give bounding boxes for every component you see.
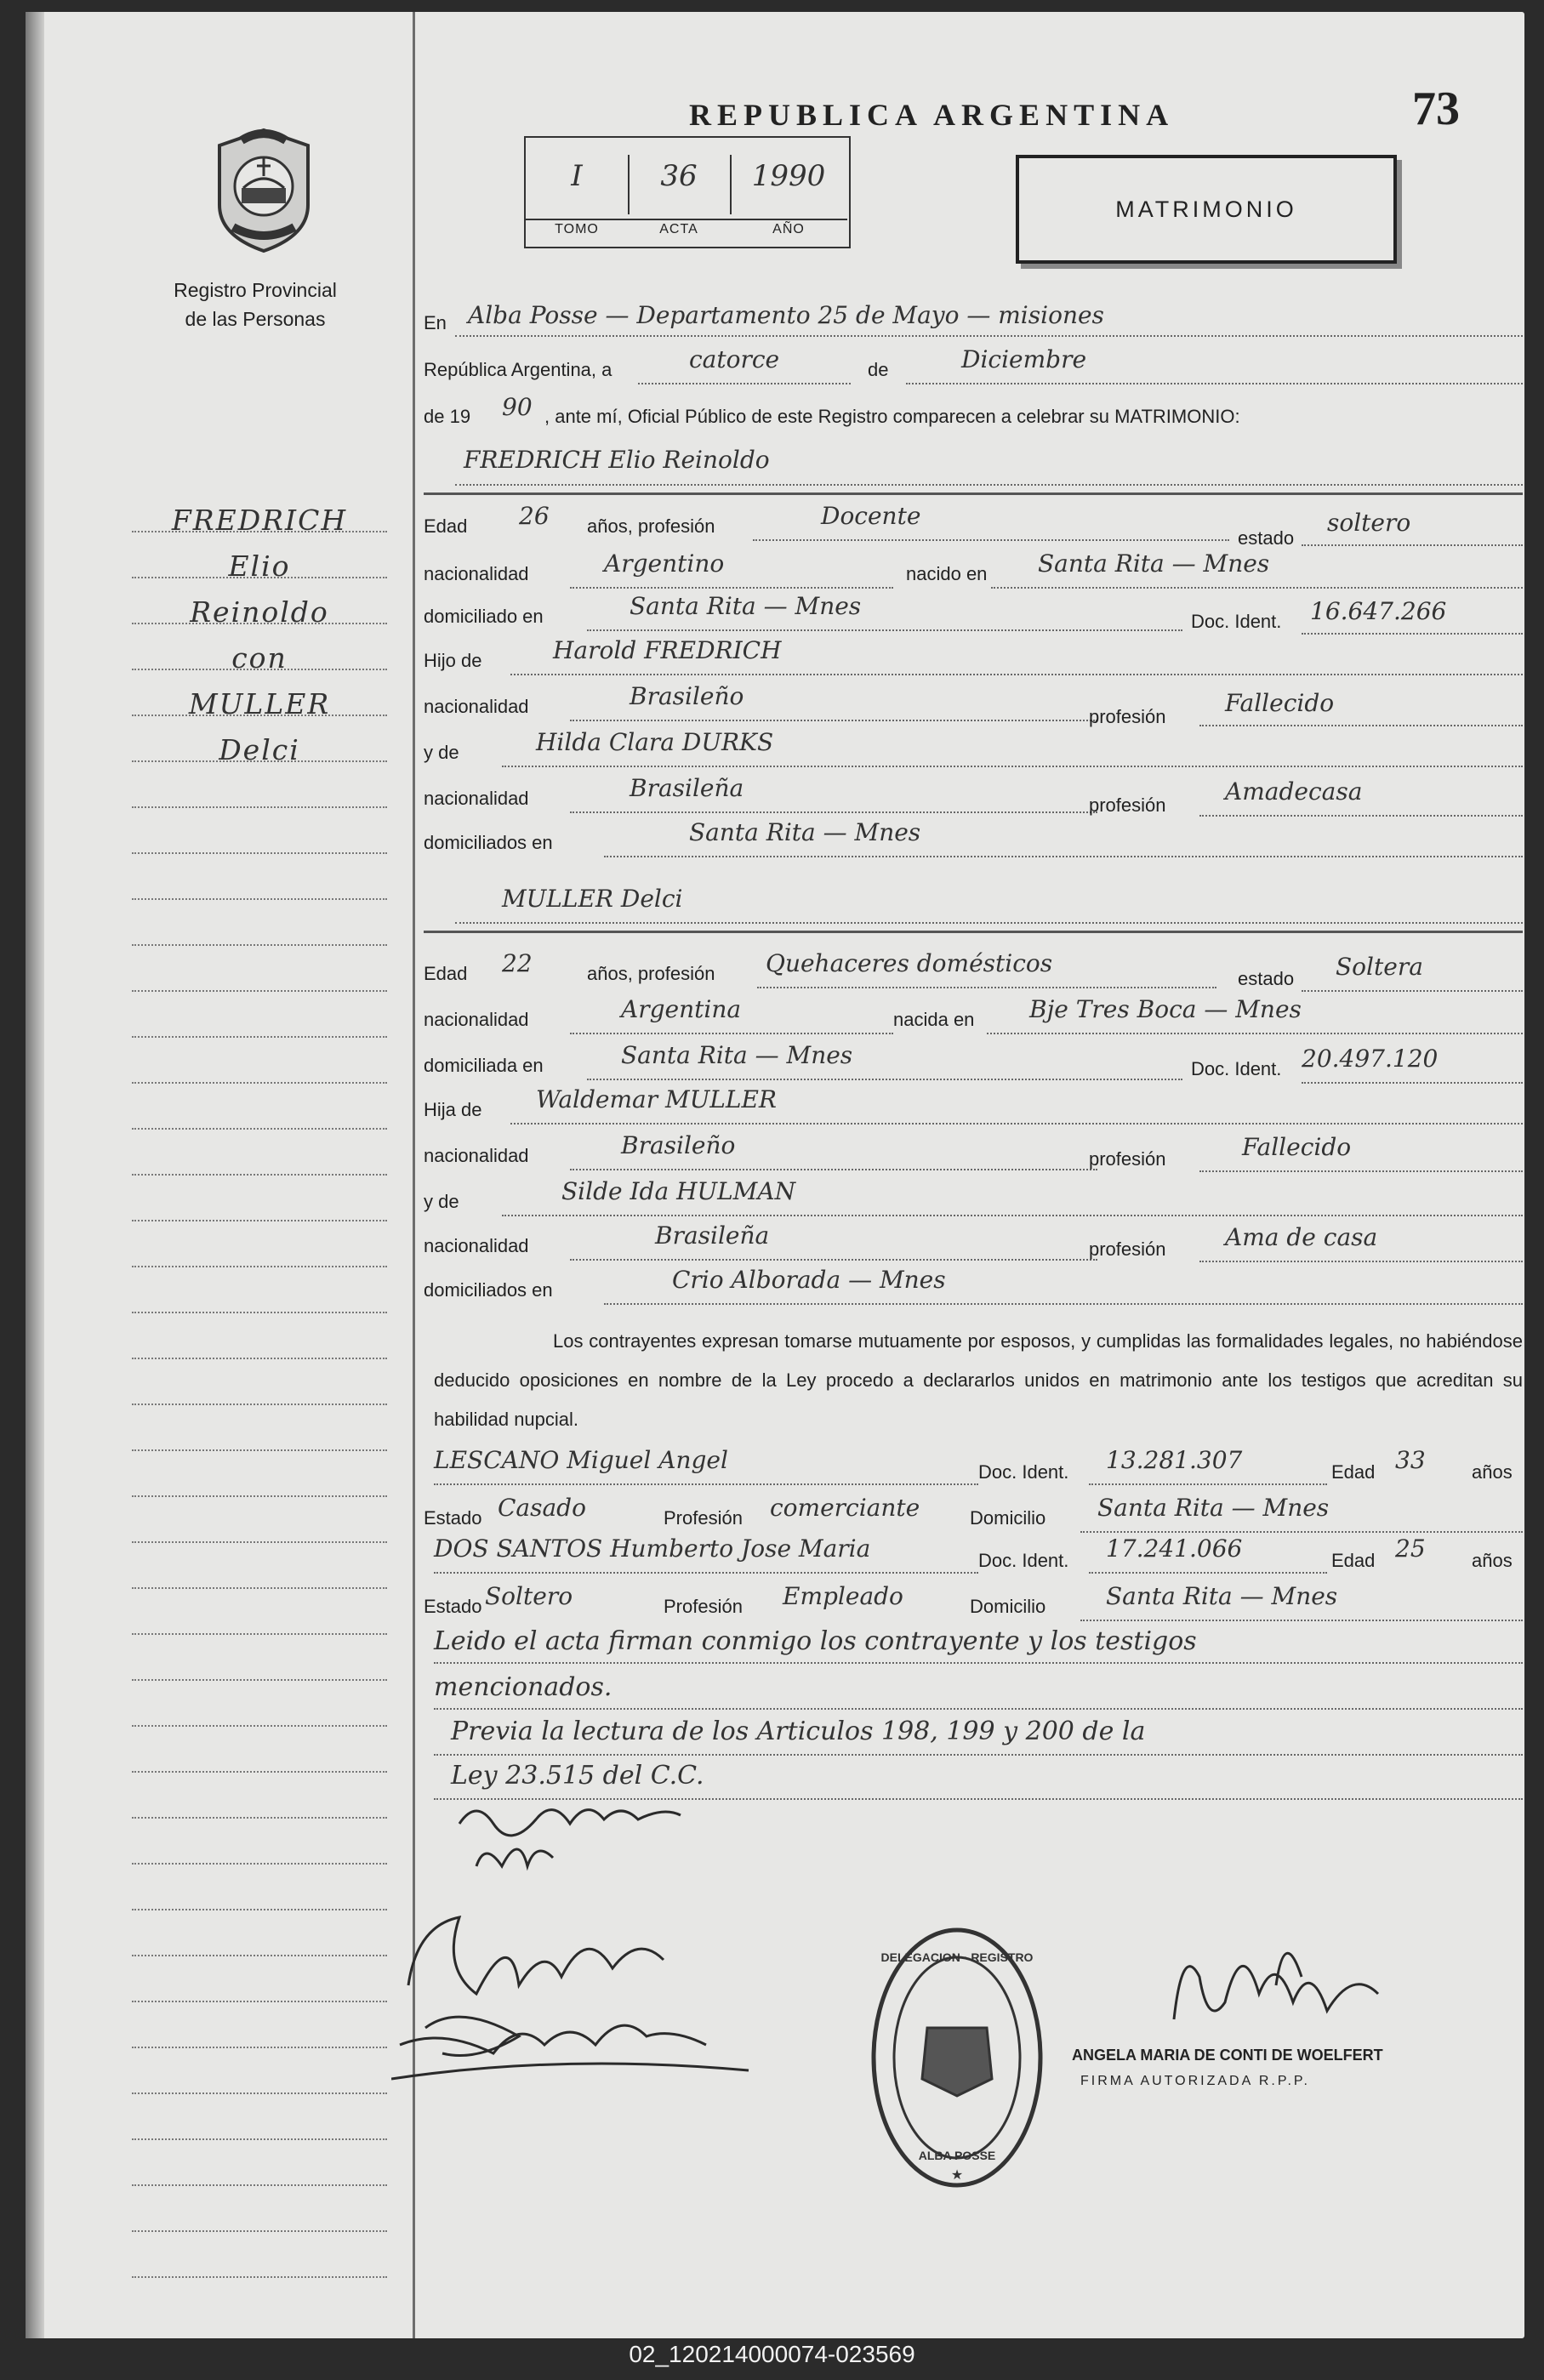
year-suffix-value: 90 bbox=[502, 393, 533, 421]
fill-line bbox=[510, 1123, 1523, 1125]
bride-madre-value: Silde Ida HULMAN bbox=[561, 1177, 796, 1205]
margin-ruled-line bbox=[132, 1174, 387, 1176]
doc-label: Doc. Ident. bbox=[978, 1550, 1069, 1571]
acta-label: ACTA bbox=[628, 219, 730, 237]
groom-madre-nac-value: Brasileña bbox=[630, 774, 744, 802]
margin-ruled-line bbox=[132, 2138, 387, 2140]
profesion-label: años, profesión bbox=[587, 963, 715, 984]
official-seal-icon bbox=[874, 1930, 1040, 2185]
bride-doc-value: 20.497.120 bbox=[1302, 1045, 1439, 1073]
margin-note-line: Delci bbox=[219, 733, 300, 766]
margin-note-line: MULLER bbox=[188, 687, 331, 720]
bride-padre-nac-value: Brasileño bbox=[621, 1131, 736, 1159]
margin-ruled-line bbox=[132, 1771, 387, 1773]
margin-ruled-line bbox=[132, 1633, 387, 1635]
bride-nacida-value: Bje Tres Boca — Mnes bbox=[1029, 995, 1302, 1023]
margin-ruled-line bbox=[132, 2092, 387, 2094]
fill-line bbox=[434, 1662, 1523, 1664]
anos-label: años bbox=[1472, 1461, 1513, 1483]
closing-line: mencionados. bbox=[434, 1672, 612, 1702]
groom-madre-prof-value: Amadecasa bbox=[1225, 777, 1363, 806]
en-label: En bbox=[424, 312, 447, 333]
fill-line bbox=[1089, 1483, 1327, 1485]
tomo-cell bbox=[526, 155, 630, 236]
official-signature-icon bbox=[1174, 1953, 1378, 2019]
fill-line bbox=[1199, 725, 1523, 726]
fill-line bbox=[1199, 1170, 1523, 1172]
act-type-box bbox=[1016, 155, 1397, 264]
margin-ruled-line bbox=[132, 852, 387, 854]
page-number: 73 bbox=[1412, 83, 1460, 135]
margin-ruled-line bbox=[132, 2184, 387, 2186]
svg-text:ALBA POSSE: ALBA POSSE bbox=[918, 2149, 996, 2162]
nacionalidad-label: nacionalidad bbox=[424, 563, 529, 584]
domicilio-label: domiciliado en bbox=[424, 606, 544, 627]
edad-label: Edad bbox=[424, 515, 468, 537]
fill-line bbox=[987, 1033, 1523, 1034]
margin-ruled-line bbox=[132, 1220, 387, 1221]
margin-ruled-line bbox=[132, 1909, 387, 1910]
margin-ruled-line bbox=[132, 2230, 387, 2232]
signatures-area bbox=[391, 1773, 1544, 2198]
profesion-label: Profesión bbox=[664, 1507, 743, 1529]
domicilio-label: Domicilio bbox=[970, 1507, 1046, 1529]
profesion-label: profesión bbox=[1089, 706, 1166, 727]
margin-ruled-line bbox=[132, 1679, 387, 1681]
acta-cell bbox=[628, 155, 732, 236]
profesion-label: profesión bbox=[1089, 1238, 1166, 1260]
margin-ruled-line bbox=[132, 531, 387, 532]
margin-ruled-line bbox=[132, 1036, 387, 1038]
bride-padres-dom-value: Crio Alborada — Mnes bbox=[672, 1266, 946, 1294]
margin-ruled-line bbox=[132, 1312, 387, 1313]
margin-ruled-line bbox=[132, 669, 387, 670]
groom-padre-nac-value: Brasileño bbox=[630, 682, 744, 710]
fill-line bbox=[757, 987, 1216, 988]
groom-nacionalidad-value: Argentino bbox=[604, 549, 725, 578]
fill-line bbox=[1080, 1531, 1523, 1533]
doc-label: Doc. Ident. bbox=[1191, 611, 1282, 632]
witness1-domicilio: Santa Rita — Mnes bbox=[1097, 1494, 1330, 1522]
estado-label: Estado bbox=[424, 1507, 482, 1529]
profesion-label: profesión bbox=[1089, 794, 1166, 816]
margin-ruled-line bbox=[132, 623, 387, 624]
margin-ruled-line bbox=[132, 715, 387, 716]
witness-signature-icon bbox=[391, 1917, 749, 2079]
margin-ruled-line bbox=[132, 760, 387, 762]
margin-ruled-line bbox=[132, 2047, 387, 2048]
witness2-domicilio: Santa Rita — Mnes bbox=[1106, 1582, 1338, 1610]
estado-label: estado bbox=[1238, 527, 1295, 549]
estado-label: estado bbox=[1238, 968, 1295, 989]
hijo-label: Hijo de bbox=[424, 650, 482, 671]
comparecen-text: , ante mí, Oficial Público de este Registro comparecen a celebrar su MATRIMONIO: bbox=[544, 406, 1240, 427]
fill-line bbox=[570, 811, 1097, 813]
bride-nacionalidad-value: Argentina bbox=[621, 995, 742, 1023]
margin-ruled-line bbox=[132, 1082, 387, 1084]
margin-ruled-line bbox=[132, 577, 387, 578]
official-name: ANGELA MARIA DE CONTI DE WOELFERT bbox=[1072, 2047, 1383, 2064]
margin-ruled-line bbox=[132, 1541, 387, 1543]
bride-profesion-value: Quehaceres domésticos bbox=[766, 949, 1053, 977]
bride-domicilio-value: Santa Rita — Mnes bbox=[621, 1041, 853, 1069]
witness2-profesion: Empleado bbox=[783, 1582, 903, 1610]
nacida-label: nacida en bbox=[893, 1009, 975, 1030]
margin-ruled-line bbox=[132, 1358, 387, 1359]
fill-line bbox=[587, 629, 1182, 631]
yde-label: y de bbox=[424, 1191, 459, 1212]
fill-line bbox=[906, 383, 1523, 384]
margin-ruled-line bbox=[132, 1817, 387, 1819]
fill-line bbox=[1080, 1620, 1523, 1621]
fill-line bbox=[1302, 544, 1523, 546]
witness2-estado: Soltero bbox=[485, 1582, 573, 1610]
year-prefix: de 19 bbox=[424, 406, 471, 427]
acta-value: 36 bbox=[660, 159, 698, 193]
day-value: catorce bbox=[689, 345, 780, 373]
closing-line: Ley 23.515 del C.C. bbox=[451, 1761, 704, 1791]
contrayente-signature-icon bbox=[459, 1810, 681, 1866]
fill-line bbox=[1199, 1261, 1523, 1262]
tomo-value: I bbox=[571, 159, 583, 193]
margin-ruled-line bbox=[132, 2001, 387, 2002]
formal-declaration: Los contrayentes expresan tomarse mutuamente por esposos, y cumplidas las formalidades legales, no habiéndose deducido oposiciones en nombre de la Ley procedo a declararlos unidos en matrimonio ante los testigos que acreditan su habilidad nupcial. bbox=[434, 1330, 1523, 1430]
nacido-label: nacido en bbox=[906, 563, 988, 584]
margin-ruled-line bbox=[132, 990, 387, 992]
margin-ruled-line bbox=[132, 1725, 387, 1727]
witness1-name: LESCANO Miguel Angel bbox=[434, 1446, 728, 1474]
fill-line bbox=[753, 539, 1229, 541]
groom-name-value: FREDRICH Elio Reinoldo bbox=[464, 446, 770, 474]
margin-note-line: FREDRICH bbox=[171, 504, 348, 537]
groom-doc-value: 16.647.266 bbox=[1310, 597, 1447, 625]
margin-ruled-line bbox=[132, 1404, 387, 1405]
bride-padre-prof-value: Fallecido bbox=[1242, 1133, 1352, 1161]
section-divider bbox=[424, 931, 1523, 933]
fill-line bbox=[587, 1079, 1182, 1080]
margin-note-line: Elio bbox=[228, 549, 291, 583]
fill-line bbox=[570, 1033, 893, 1034]
fill-line bbox=[502, 1215, 1523, 1216]
groom-profesion-value: Docente bbox=[821, 502, 921, 530]
edad-label: Edad bbox=[424, 963, 468, 984]
closing-line: Leido el acta firman conmigo los contrayente y los testigos bbox=[434, 1626, 1197, 1656]
act-type-label: MATRIMONIO bbox=[1115, 196, 1297, 222]
fill-line bbox=[1302, 633, 1523, 635]
official-title: FIRMA AUTORIZADA R.P.P. bbox=[1080, 2074, 1310, 2088]
margin-note-line: Reinoldo bbox=[190, 595, 329, 629]
margin-note-line: con bbox=[231, 641, 288, 675]
margin-ruled-line bbox=[132, 1495, 387, 1497]
fill-line bbox=[1089, 1572, 1327, 1574]
profesion-label: Profesión bbox=[664, 1596, 743, 1617]
fill-line bbox=[1302, 990, 1523, 992]
fill-line bbox=[455, 335, 1523, 337]
fill-line bbox=[455, 922, 1523, 924]
hija-label: Hija de bbox=[424, 1099, 482, 1120]
svg-text:★: ★ bbox=[950, 2168, 964, 2183]
witness1-profesion: comerciante bbox=[770, 1494, 920, 1522]
margin-ruled-line bbox=[132, 1128, 387, 1130]
margin-ruled-line bbox=[132, 1587, 387, 1589]
registry-label bbox=[153, 276, 357, 333]
fill-line bbox=[604, 856, 1523, 857]
witness1-doc: 13.281.307 bbox=[1106, 1446, 1243, 1474]
nacionalidad-label: nacionalidad bbox=[424, 1235, 529, 1256]
footer-id: 02_120214000074-023569 bbox=[629, 2341, 915, 2367]
republica-label: República Argentina, a bbox=[424, 359, 612, 380]
register-page bbox=[26, 12, 1524, 2338]
fill-line bbox=[570, 1259, 1097, 1261]
de-label: de bbox=[868, 359, 889, 380]
groom-padre-prof-value: Fallecido bbox=[1225, 689, 1335, 717]
groom-domicilio-value: Santa Rita — Mnes bbox=[630, 592, 862, 620]
groom-madre-value: Hilda Clara DURKS bbox=[536, 728, 774, 756]
misiones-emblem-icon bbox=[208, 127, 320, 254]
bride-edad-value: 22 bbox=[502, 949, 533, 977]
yde-label: y de bbox=[424, 742, 459, 763]
margin-ruled-line bbox=[132, 1955, 387, 1956]
nacionalidad-label: nacionalidad bbox=[424, 696, 529, 717]
registry-line-2: de las Personas bbox=[185, 308, 326, 330]
place-value: Alba Posse — Departamento 25 de Mayo — misiones bbox=[468, 301, 1104, 329]
ano-value: 1990 bbox=[751, 159, 826, 193]
doc-label: Doc. Ident. bbox=[978, 1461, 1069, 1483]
margin-ruled-line bbox=[132, 1266, 387, 1267]
profesion-label: años, profesión bbox=[587, 515, 715, 537]
section-divider bbox=[424, 493, 1523, 495]
edad-label: Edad bbox=[1331, 1550, 1376, 1571]
fill-line bbox=[434, 1708, 1523, 1710]
domiciliada-label: domiciliada en bbox=[424, 1055, 544, 1076]
margin-ruled-line bbox=[132, 1449, 387, 1451]
profesion-label: profesión bbox=[1089, 1148, 1166, 1170]
ano-cell bbox=[730, 155, 847, 236]
estado-label: Estado bbox=[424, 1596, 482, 1617]
fill-line bbox=[638, 383, 851, 384]
fill-line bbox=[604, 1303, 1523, 1305]
tomo-label: TOMO bbox=[526, 219, 628, 237]
margin-ruled-line bbox=[132, 944, 387, 946]
bride-padre-value: Waldemar MULLER bbox=[536, 1085, 777, 1113]
fill-line bbox=[434, 1754, 1523, 1756]
doc-label: Doc. Ident. bbox=[1191, 1058, 1282, 1079]
groom-edad-value: 26 bbox=[519, 502, 550, 530]
witness2-edad: 25 bbox=[1395, 1534, 1426, 1563]
fill-line bbox=[510, 674, 1523, 675]
nacionalidad-label: nacionalidad bbox=[424, 1145, 529, 1166]
ano-label: AÑO bbox=[730, 219, 847, 237]
domiciliados-label: domiciliados en bbox=[424, 1279, 553, 1301]
bride-name-value: MULLER Delci bbox=[502, 885, 683, 913]
margin-column bbox=[26, 12, 415, 2338]
bride-estado-value: Soltera bbox=[1336, 953, 1423, 981]
groom-nacido-value: Santa Rita — Mnes bbox=[1038, 549, 1270, 578]
fill-line bbox=[455, 484, 1523, 486]
witness1-estado: Casado bbox=[498, 1494, 586, 1522]
fill-line bbox=[1199, 815, 1523, 817]
header-title: REPUBLICA ARGENTINA bbox=[689, 98, 1175, 132]
fill-line bbox=[434, 1483, 978, 1485]
domicilio-label: Domicilio bbox=[970, 1596, 1046, 1617]
bride-madre-prof-value: Ama de casa bbox=[1225, 1223, 1378, 1251]
fill-line bbox=[570, 1169, 1097, 1170]
margin-ruled-line bbox=[132, 806, 387, 808]
witness2-name: DOS SANTOS Humberto Jose Maria bbox=[434, 1534, 871, 1563]
domiciliados-label: domiciliados en bbox=[424, 832, 553, 853]
groom-padres-dom-value: Santa Rita — Mnes bbox=[689, 818, 921, 846]
bride-madre-nac-value: Brasileña bbox=[655, 1221, 770, 1250]
binding-gutter bbox=[26, 12, 44, 2338]
margin-ruled-line bbox=[132, 1863, 387, 1865]
fill-line bbox=[1302, 1082, 1523, 1084]
fill-line bbox=[991, 587, 1523, 589]
closing-line: Previa la lectura de los Articulos 198, 199 y 200 de la bbox=[451, 1717, 1146, 1746]
fill-line bbox=[570, 720, 1097, 721]
svg-text:DELEGACION · REGISTRO: DELEGACION · REGISTRO bbox=[880, 1950, 1034, 1964]
margin-ruled-line bbox=[132, 898, 387, 900]
fill-line bbox=[502, 766, 1523, 767]
nacionalidad-label: nacionalidad bbox=[424, 788, 529, 809]
margin-ruled-line bbox=[132, 2276, 387, 2278]
anos-label: años bbox=[1472, 1550, 1513, 1571]
registry-line-1: Registro Provincial bbox=[174, 279, 337, 301]
groom-estado-value: soltero bbox=[1327, 509, 1411, 537]
fill-line bbox=[434, 1572, 978, 1574]
witness1-edad: 33 bbox=[1395, 1446, 1426, 1474]
month-value: Diciembre bbox=[961, 345, 1087, 373]
registro-box bbox=[524, 136, 851, 248]
fill-line bbox=[570, 587, 893, 589]
edad-label: Edad bbox=[1331, 1461, 1376, 1483]
witness2-doc: 17.241.066 bbox=[1106, 1534, 1243, 1563]
groom-padre-value: Harold FREDRICH bbox=[553, 636, 782, 664]
nacionalidad-label: nacionalidad bbox=[424, 1009, 529, 1030]
